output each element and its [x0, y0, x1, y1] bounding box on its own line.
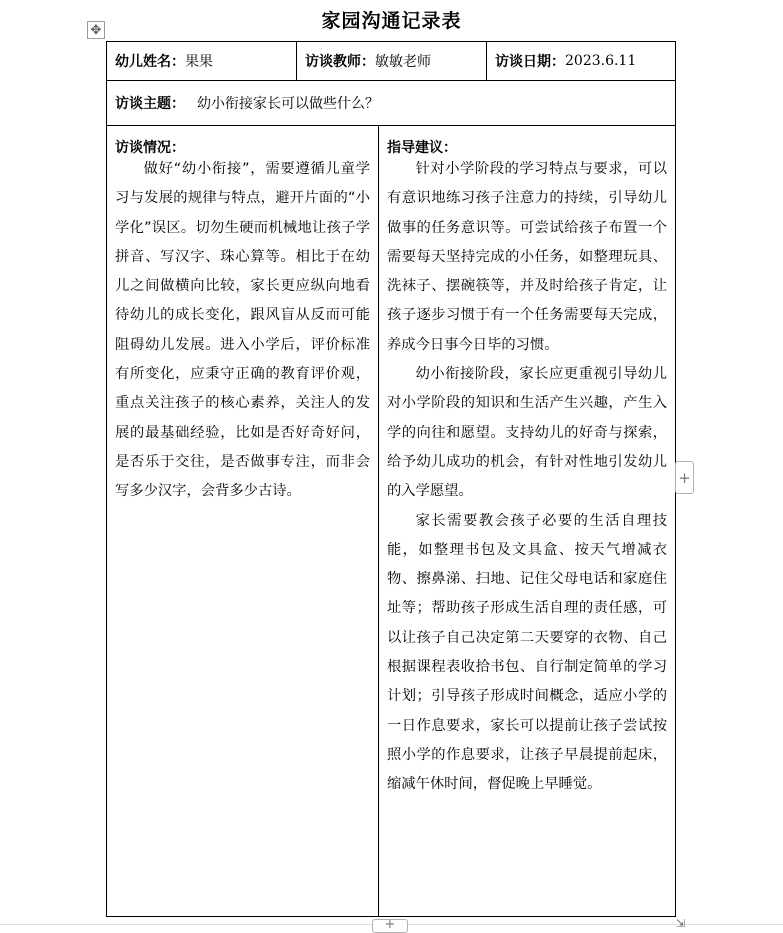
child-name-label: 幼儿姓名： [115, 54, 185, 70]
situation-heading: 访谈情况： [115, 140, 185, 156]
add-row-plus-icon[interactable]: + [372, 919, 408, 933]
teacher-value: 敏敏老师 [375, 54, 431, 70]
topic-label: 访谈主题： [115, 96, 185, 112]
child-name-cell[interactable] [107, 42, 296, 80]
page-title: 家园沟通记录表 [321, 10, 462, 32]
situation-paragraph: 做好“幼小衔接”，需要遵循儿童学习与发展的规律与特点，避开片面的“小学化”误区。切勿生硬而机械地让孩子学拼音、写汉字、珠心算等。相比于在幼儿之间做横向比较，家长更应纵向地看待幼儿的成长变化，跟风盲从反而可能阻碍幼儿发展。进入小学后，评价标准有所变化，应秉守正确的教育评价观，重点关注孩子的核心素养，关注人的发展的最基础经验，比如是否好奇好问，是否乐于交往，是否做事专注，而非会写多少汉字，会背多少古诗。 [115, 161, 370, 500]
situation-cell[interactable] [107, 126, 378, 507]
advice-paragraph: 家长需要教会孩子必要的生活自理技能，如整理书包及文具盒、按天气增减衣物、擦鼻涕、扫地、记住父母电话和家庭住址等；帮助孩子形成生活自理的责任感，可以让孩子自己决定第二天要穿的衣物、自己根据课程表收拾书包、自行制定简单的学习计划；引导孩子形成时间概念，适应小学的一日作息要求，家长可以提前让孩子尝试按照小学的作息要求，让孩子早晨提前起床，缩减午休时间，督促晚上早睡觉。 [387, 512, 667, 793]
topic-value: 幼小衔接家长可以做些什么？ [197, 96, 379, 112]
advice-cell[interactable] [379, 126, 675, 800]
advice-heading: 指导建议： [387, 140, 457, 156]
record-table [106, 41, 676, 917]
topic-cell[interactable] [107, 81, 675, 125]
advice-paragraph: 针对小学阶段的学习特点与要求，可以有意识地练习孩子注意力的持续，引导幼儿做事的任务意识等。可尝试给孩子布置一个需要每天坚持完成的小任务，如整理玩具、洗袜子、摆碗筷等，并及时给孩子肯定，让孩子逐步习惯于有一个任务需要每天完成，养成今日事今日毕的习惯。 [387, 161, 667, 353]
child-name-value: 果果 [185, 54, 213, 70]
date-value: 2023.6.11 [565, 53, 637, 69]
teacher-label: 访谈教师： [305, 54, 375, 70]
date-cell[interactable] [487, 42, 675, 80]
date-label: 访谈日期： [495, 54, 565, 70]
teacher-cell[interactable] [297, 42, 486, 80]
add-column-plus-icon[interactable]: + [675, 461, 694, 494]
advice-paragraph: 幼小衔接阶段，家长应更重视引导幼儿对小学阶段的知识和生活产生兴趣，产生入学的向往和愿望。支持幼儿的好奇与探索，给予幼儿成功的机会，有针对性地引发幼儿的入学愿望。 [387, 366, 667, 500]
table-resize-corner-icon[interactable]: ⇲ [676, 917, 686, 930]
table-move-handle-icon[interactable]: ✥ [87, 21, 105, 39]
